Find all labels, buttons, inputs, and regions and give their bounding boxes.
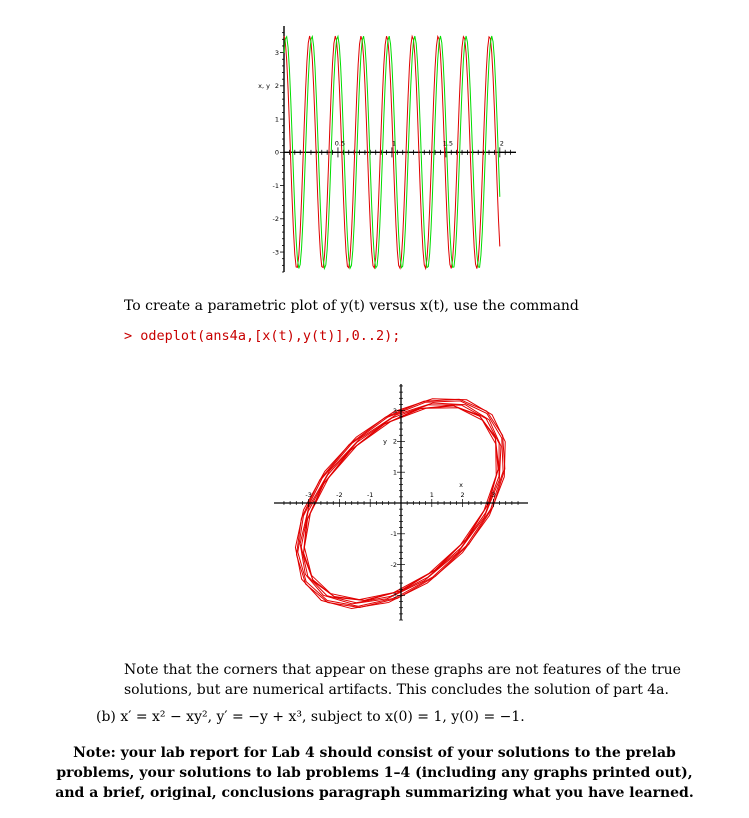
time-plot-y-tick-label: 3 [274,48,279,57]
odeplot-command: odeplot(ans4a,[x(t),y(t)],0..2); [140,328,401,344]
time-plot-x-tick-label: 1.5 [442,139,454,148]
parametric-x-axis-label: x [459,481,463,489]
parametric-x-tick-label: 3 [491,491,496,499]
time-plot-y-tick-label: -1 [272,181,279,190]
maple-command-line [124,326,684,346]
parametric-plot [270,378,532,624]
time-plot-x-tick-label: 1 [391,139,396,148]
parametric-x-tick-label: -1 [366,491,374,499]
parametric-intro-text: To create a parametric plot of y(t) versus x(t), use the command [124,298,579,314]
parametric-y-tick-label: -2 [390,560,397,569]
time-plot-y-tick-label: -2 [272,215,279,224]
parametric-orbit-loop [301,405,499,603]
lab-report-note-line3: and a brief, original, conclusions paragraph summarizing what you have learned. [55,785,694,801]
parametric-y-tick-label: 2 [392,437,397,446]
artifact-note-line1: Note that the corners that appear on these graphs are not features of the true [124,662,681,678]
parametric-y-tick-label: -3 [390,591,397,600]
parametric-y-axis-label: y [383,437,387,446]
time-plot-y-tick-label: -3 [272,248,279,257]
time-plot-y-tick-label: 2 [274,82,279,91]
maple-prompt: > [124,328,133,344]
parametric-x-tick-label: 2 [460,491,465,499]
parametric-x-tick-label: -3 [305,491,312,499]
lab-report-note-line2: problems, your solutions to lab problems 1–4 (including any graphs printed out), [56,765,693,781]
time-plot-x-tick-label: 2 [499,139,504,148]
time-plot-y-tick-label: 0 [274,148,279,157]
parametric-y-tick-label: -1 [390,530,397,539]
artifact-note-line2: solutions, but are numerical artifacts. This concludes the solution of part 4a. [124,682,669,698]
lab-report-note-line1: Note: your lab report for Lab 4 should consist of your solutions to the prelab [73,745,676,761]
time-plot-y-axis-label: x, y [258,82,270,91]
parametric-x-tick-label: -2 [336,491,343,499]
parametric-y-tick-label: 3 [392,406,397,415]
time-plot-y-tick-label: 1 [274,115,279,124]
time-plot-axes [280,26,516,272]
parametric-y-tick-label: 1 [392,468,397,477]
parametric-x-tick-label: 1 [429,491,434,499]
time-series-plot [250,18,530,280]
part-b-problem: (b) x′ = x² − xy², y′ = −y + x³, subject to x(0) = 1, y(0) = −1. [96,709,525,725]
time-plot-x-tick-label: 0.5 [334,139,346,148]
